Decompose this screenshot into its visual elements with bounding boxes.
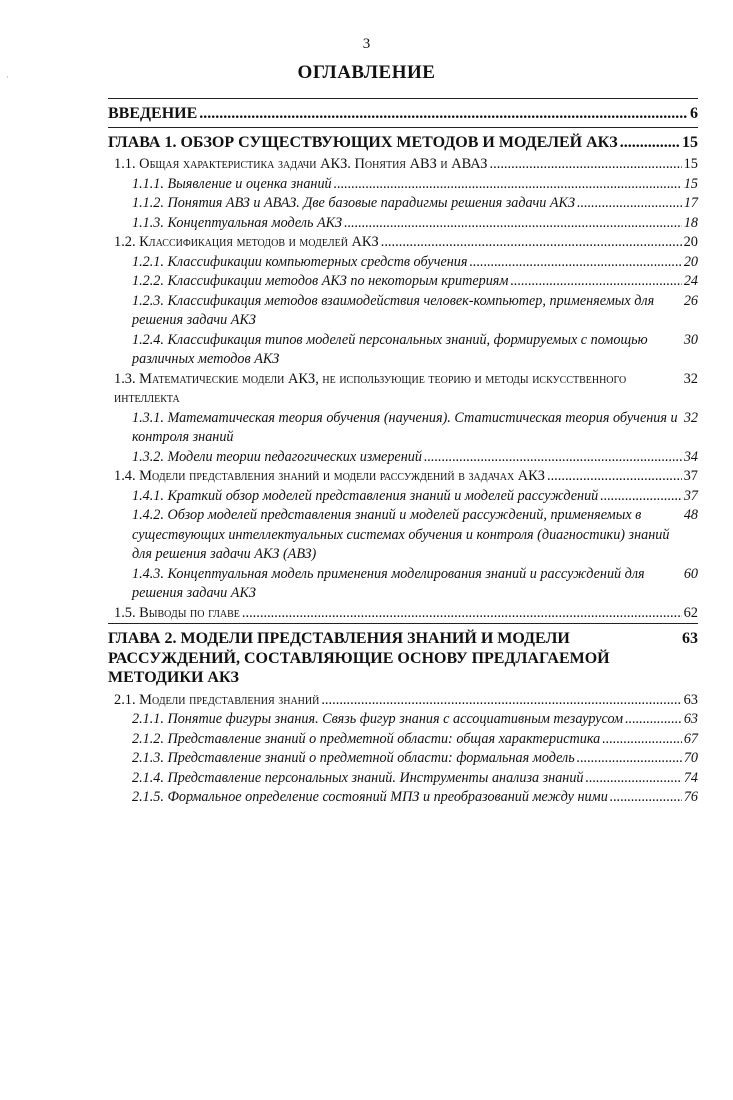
toc-list [108,98,698,808]
toc-entry-title: 2.1.3. Представление знаний о предметной области: формальная модель [132,750,575,766]
toc-leader-dots [600,487,682,507]
toc-entry-page: 63 [682,630,698,647]
toc-entry-page: 6 [690,105,698,122]
toc-entry-title: 1.1. Общая характеристика задачи АКЗ. Понятия АВЗ и АВАЗ [114,156,488,172]
toc-entry-title: 1.4.3. Концептуальная модель применения моделирования знаний и рассуждений для решения задачи АКЗ [132,565,645,601]
toc-entry-title: 2.1.2. Представление знаний о предметной области: общая характеристика [132,730,601,747]
page-title: ОГЛАВЛЕНИЕ [297,62,436,83]
toc-leader-dots [577,749,682,769]
toc-entry-title: ГЛАВА 1. ОБЗОР СУЩЕСТВУЮЩИХ МЕТОДОВ И МОДЕЛЕЙ АКЗ [108,133,618,151]
toc-entry-page: 76 [683,789,698,805]
toc-entry-page: 20 [683,234,698,250]
toc-entry-page: 32 [683,370,698,387]
toc-leader-dots [586,769,682,789]
toc-entry-title: 1.4.2. Обзор моделей представления знаний и моделей рассуждений, применяемых в существующих интеллектуальных системах обучения и контроля (диагностики) знаний для решения задачи АКЗ (АВЗ) [132,507,670,562]
table-of-contents [108,98,698,808]
toc-subsection-entry[interactable] [108,253,698,273]
toc-subsection-entry[interactable] [108,769,698,789]
toc-subsection-entry[interactable] [108,272,698,292]
toc-entry-page: 34 [683,448,698,465]
toc-entry-page: 32 [683,409,698,426]
toc-entry-page: 74 [683,769,698,786]
toc-leader-dots [610,788,682,808]
toc-section-entry[interactable] [108,467,698,487]
toc-entry-title: 1.4.1. Краткий обзор моделей представления знаний и моделей рассуждений [132,487,599,504]
toc-entry-title: 1.4. Модели представления знаний и модели рассуждений в задачах АКЗ [114,468,545,484]
toc-subsection-entry[interactable] [108,194,698,214]
toc-subsection-entry[interactable] [108,409,698,448]
toc-subsection-entry[interactable] [108,565,698,604]
toc-section-entry[interactable] [108,604,698,624]
toc-subsection-entry[interactable] [108,749,698,769]
toc-entry-page: 17 [683,195,698,211]
toc-entry-page: 26 [683,292,698,309]
toc-entry-page: 15 [682,133,698,151]
toc-leader-dots [620,133,680,153]
toc-entry-page: 18 [683,214,698,231]
toc-entry-title: 2.1.4. Представление персональных знаний. Инструменты анализа знаний [132,769,584,786]
toc-leader-dots [490,155,682,175]
toc-entry-page: 15 [683,175,698,192]
toc-entry-page: 15 [683,156,698,172]
toc-entry-page: 37 [683,487,698,504]
toc-subsection-entry[interactable] [108,175,698,195]
toc-entry-title: ВВЕДЕНИЕ [108,105,198,122]
toc-subsection-entry[interactable] [108,506,698,565]
toc-leader-dots [470,253,682,273]
toc-entry-title: 1.2. Классификация методов и моделей АКЗ [114,234,379,250]
toc-entry-title: 2.1.1. Понятие фигуры знания. Связь фигур знания с ассоциативным тезаурусом [132,711,624,727]
toc-subsection-entry[interactable] [108,331,698,370]
toc-leader-dots [242,604,682,624]
toc-entry-title: 1.1.2. Понятия АВЗ и АВАЗ. Две базовые парадигмы решения задачи АКЗ [132,195,575,211]
toc-section-entry[interactable] [108,370,698,409]
toc-entry-title: 1.1.1. Выявление и оценка знаний [132,175,332,192]
toc-subsection-entry[interactable] [108,214,698,234]
toc-entry-page: 20 [683,253,698,270]
toc-entry-title: ГЛАВА 2. МОДЕЛИ ПРЕДСТАВЛЕНИЯ ЗНАНИЙ И МОДЕЛИ РАССУЖДЕНИЙ, СОСТАВЛЯЮЩИЕ ОСНОВУ ПРЕДЛАГАЕМОЙ МЕТОДИКИ АКЗ [108,630,610,686]
toc-entry-title: 1.2.3. Классификация методов взаимодействия человек-компьютер, применяемых для решения задачи АКЗ [132,292,655,328]
toc-leader-dots [510,272,681,292]
toc-subsection-entry[interactable] [108,788,698,808]
toc-entry-page: 63 [683,691,698,708]
toc-entry-title: 2.1. Модели представления знаний [114,691,320,708]
toc-leader-dots [602,730,682,750]
toc-leader-dots [424,448,682,468]
toc-leader-dots [344,214,682,234]
toc-entry-page: 48 [683,507,698,523]
toc-subsection-entry[interactable] [108,710,698,730]
toc-subsection-entry[interactable] [108,448,698,468]
toc-entry-page: 24 [683,273,698,289]
scan-artifact: · [6,72,9,82]
toc-entry-page: 70 [683,750,698,766]
page-number: 3 [362,36,371,52]
toc-section-entry[interactable] [108,691,698,711]
toc-chapter-entry[interactable] [108,99,698,127]
toc-entry-page: 62 [683,604,698,621]
toc-entry-title: 2.1.5. Формальное определение состояний МПЗ и преобразований между ними [132,789,608,805]
toc-entry-page: 30 [683,331,698,348]
toc-entry-title: 1.2.1. Классификации компьютерных средств обучения [132,253,468,270]
toc-leader-dots [381,233,682,253]
toc-entry-title: 1.3.1. Математическая теория обучения (научения). Статистическая теория обучения и контроля знаний [132,409,678,445]
toc-entry-title: 1.1.3. Концептуальная модель АКЗ [132,214,343,231]
toc-section-entry[interactable] [108,155,698,175]
toc-leader-dots [547,467,682,487]
toc-leader-dots [334,175,682,195]
toc-chapter-entry[interactable] [108,624,698,691]
toc-subsection-entry[interactable] [108,730,698,750]
toc-entry-title: 1.2.4. Классификация типов моделей персональных знаний, формируемых с помощью различных методов АКЗ [132,331,648,367]
toc-subsection-entry[interactable] [108,292,698,331]
toc-entry-page: 37 [683,468,698,484]
toc-entry-title: 1.3.2. Модели теории педагогических измерений [132,448,422,465]
toc-leader-dots [199,104,688,124]
toc-subsection-entry[interactable] [108,487,698,507]
toc-section-entry[interactable] [108,233,698,253]
toc-leader-dots [577,194,682,214]
toc-entry-page: 63 [683,711,698,727]
toc-entry-page: 67 [683,730,698,747]
toc-entry-title: 1.2.2. Классификации методов АКЗ по некоторым критериям [132,273,509,289]
toc-leader-dots [625,710,682,730]
toc-entry-title: 1.3. Математические модели АКЗ, не использующие теорию и методы искусственного интеллекта [114,370,627,406]
toc-leader-dots [321,691,681,711]
toc-chapter-entry[interactable] [108,128,698,156]
toc-entry-page: 60 [683,565,698,582]
toc-entry-title: 1.5. Выводы по главе [114,604,240,621]
